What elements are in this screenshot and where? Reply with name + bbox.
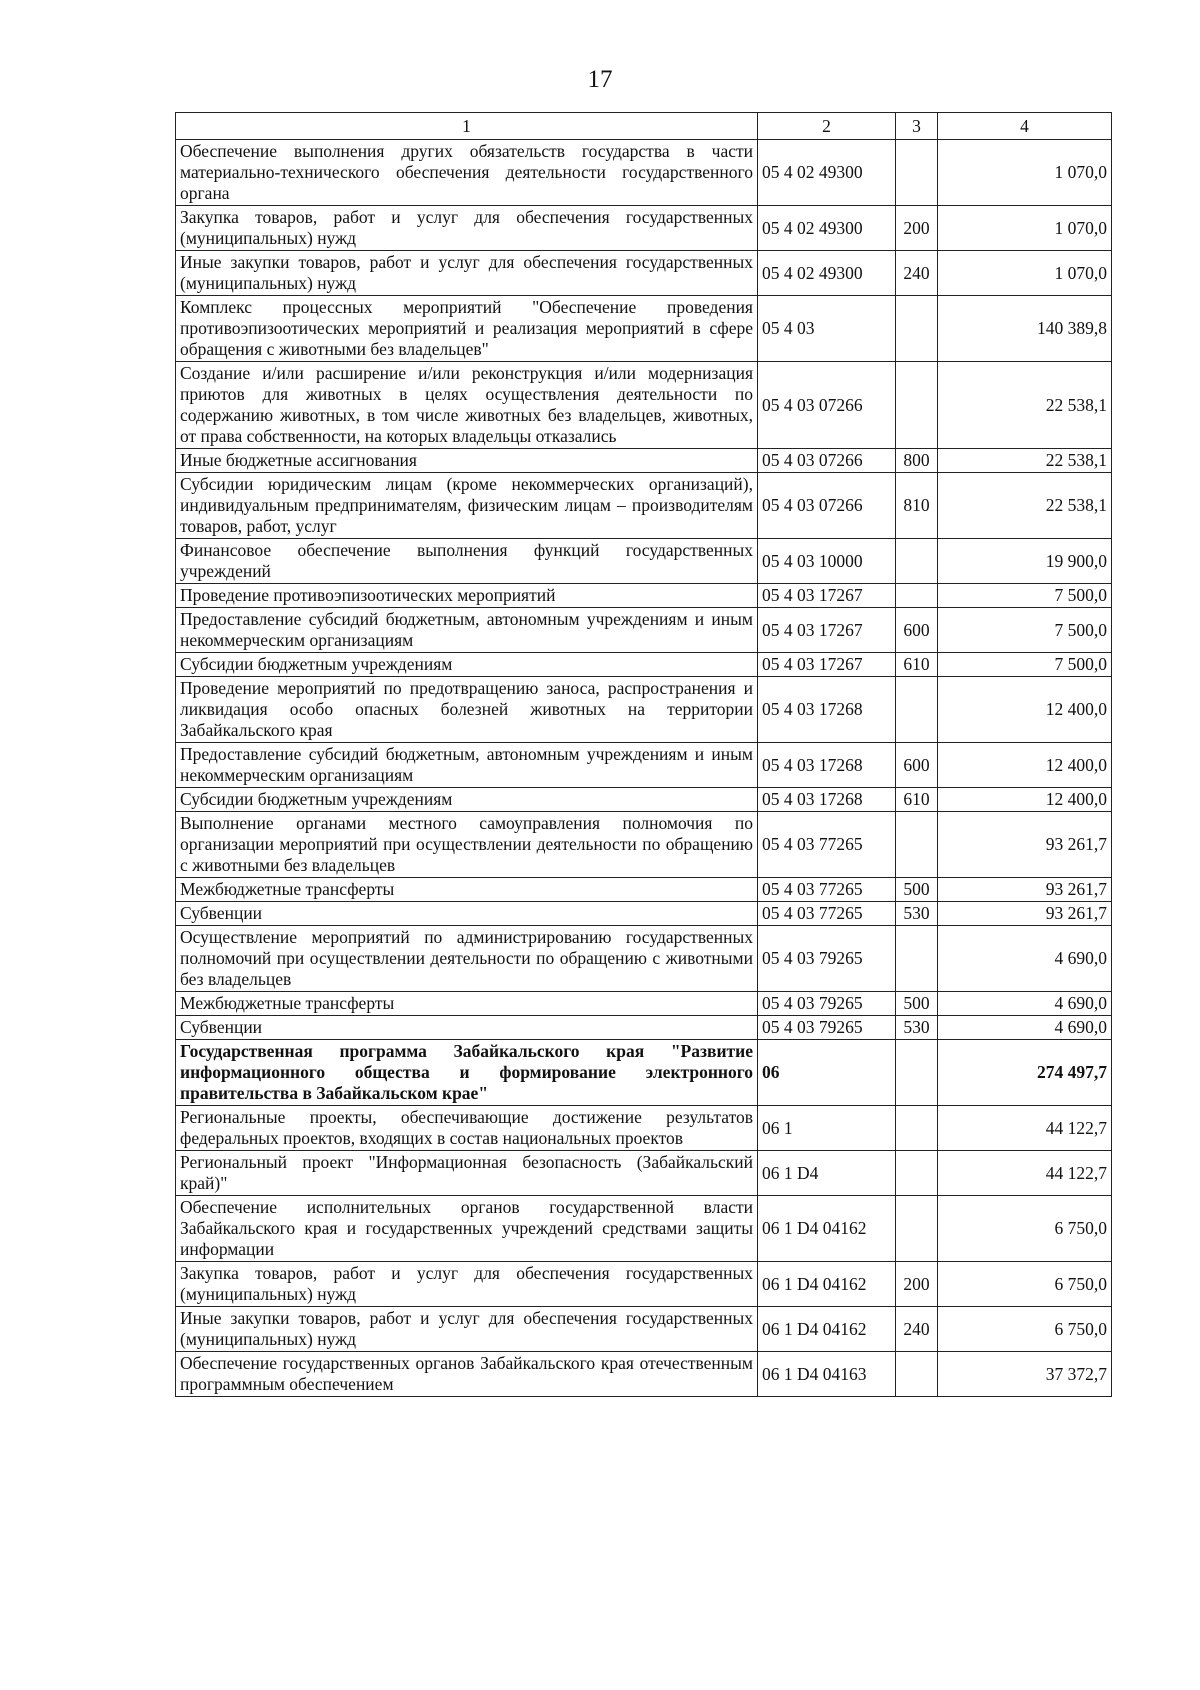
row-code: 05 4 03 77265: [758, 878, 896, 902]
row-expense-type: [896, 1196, 938, 1262]
table-row: [176, 1040, 1112, 1106]
row-expense-type: 240: [896, 1307, 938, 1352]
row-expense-type: 240: [896, 251, 938, 296]
row-code: 05 4 03 77265: [758, 812, 896, 878]
row-expense-type: [896, 1352, 938, 1397]
row-code: 05 4 03 17268: [758, 677, 896, 743]
row-expense-type: [896, 296, 938, 362]
row-name: Проведение противоэпизоотических мероприятий: [176, 584, 758, 608]
row-amount: 22 538,1: [938, 473, 1112, 539]
row-amount: 6 750,0: [938, 1196, 1112, 1262]
row-expense-type: 610: [896, 653, 938, 677]
table-row: [176, 653, 1112, 677]
row-amount: 44 122,7: [938, 1106, 1112, 1151]
table-row: [176, 743, 1112, 788]
row-expense-type: [896, 1151, 938, 1196]
row-amount: 4 690,0: [938, 1016, 1112, 1040]
row-name: Закупка товаров, работ и услуг для обеспечения государственных (муниципальных) нужд: [176, 1262, 758, 1307]
table-row: [176, 608, 1112, 653]
row-amount: 44 122,7: [938, 1151, 1112, 1196]
row-expense-type: [896, 140, 938, 206]
table-row: [176, 1307, 1112, 1352]
row-code: 06 1 D4 04163: [758, 1352, 896, 1397]
row-name: Создание и/или расширение и/или реконструкция и/или модернизация приютов для животных в целях осуществления деятельности по содержанию животных, в том числе животных без владельцев, животных, от права собственности, на которых владельцы отказались: [176, 362, 758, 449]
table-row: [176, 1262, 1112, 1307]
row-amount: 1 070,0: [938, 206, 1112, 251]
row-code: 05 4 03 10000: [758, 539, 896, 584]
budget-table: [175, 112, 1112, 1397]
row-code: 05 4 03 17267: [758, 653, 896, 677]
row-name: Субсидии бюджетным учреждениям: [176, 788, 758, 812]
header-cell-3: 3: [896, 113, 938, 140]
row-expense-type: 530: [896, 1016, 938, 1040]
row-name: Государственная программа Забайкальского края "Развитие информационного общества и формирование электронного правительства в Забайкальском крае": [176, 1040, 758, 1106]
row-expense-type: 200: [896, 1262, 938, 1307]
table-row: [176, 1106, 1112, 1151]
header-cell-2: 2: [758, 113, 896, 140]
row-name: Обеспечение исполнительных органов государственной власти Забайкальского края и государственных учреждений средствами защиты информации: [176, 1196, 758, 1262]
row-code: 06 1 D4 04162: [758, 1262, 896, 1307]
table-row: [176, 473, 1112, 539]
row-code: 05 4 03 07266: [758, 449, 896, 473]
row-name: Обеспечение выполнения других обязательств государства в части материально-технического обеспечения деятельности государственного органа: [176, 140, 758, 206]
table-row: [176, 878, 1112, 902]
row-code: 05 4 03 07266: [758, 362, 896, 449]
table-row: [176, 812, 1112, 878]
row-amount: 22 538,1: [938, 449, 1112, 473]
row-amount: 274 497,7: [938, 1040, 1112, 1106]
row-code: 05 4 03 77265: [758, 902, 896, 926]
table-row: [176, 788, 1112, 812]
table-row: [176, 1196, 1112, 1262]
row-amount: 12 400,0: [938, 788, 1112, 812]
row-code: 06 1 D4 04162: [758, 1307, 896, 1352]
row-name: Межбюджетные трансферты: [176, 992, 758, 1016]
row-amount: 7 500,0: [938, 608, 1112, 653]
header-cell-4: 4: [938, 113, 1112, 140]
table-row: [176, 140, 1112, 206]
table-row: [176, 902, 1112, 926]
row-expense-type: [896, 539, 938, 584]
row-name: Проведение мероприятий по предотвращению заноса, распространения и ликвидация особо опасных болезней животных на территории Забайкальского края: [176, 677, 758, 743]
row-expense-type: 530: [896, 902, 938, 926]
row-expense-type: [896, 677, 938, 743]
row-name: Региональные проекты, обеспечивающие достижение результатов федеральных проектов, входящих в состав национальных проектов: [176, 1106, 758, 1151]
table-row: [176, 206, 1112, 251]
table-row: [176, 677, 1112, 743]
row-name: Региональный проект "Информационная безопасность (Забайкальский край)": [176, 1151, 758, 1196]
row-amount: 7 500,0: [938, 584, 1112, 608]
row-amount: 7 500,0: [938, 653, 1112, 677]
row-amount: 19 900,0: [938, 539, 1112, 584]
row-amount: 22 538,1: [938, 362, 1112, 449]
row-code: 05 4 03 17267: [758, 584, 896, 608]
row-name: Субвенции: [176, 1016, 758, 1040]
table-row: [176, 539, 1112, 584]
row-amount: 4 690,0: [938, 992, 1112, 1016]
row-name: Осуществление мероприятий по администрированию государственных полномочий при осуществлении деятельности по обращению с животными без владельцев: [176, 926, 758, 992]
row-expense-type: [896, 1106, 938, 1151]
row-expense-type: 500: [896, 992, 938, 1016]
row-expense-type: 810: [896, 473, 938, 539]
row-name: Закупка товаров, работ и услуг для обеспечения государственных (муниципальных) нужд: [176, 206, 758, 251]
row-amount: 93 261,7: [938, 878, 1112, 902]
row-name: Субсидии бюджетным учреждениям: [176, 653, 758, 677]
row-amount: 12 400,0: [938, 743, 1112, 788]
row-name: Иные бюджетные ассигнования: [176, 449, 758, 473]
row-name: Предоставление субсидий бюджетным, автономным учреждениям и иным некоммерческим организациям: [176, 743, 758, 788]
row-name: Субвенции: [176, 902, 758, 926]
table-row: [176, 992, 1112, 1016]
row-code: 06 1 D4: [758, 1151, 896, 1196]
row-name: Межбюджетные трансферты: [176, 878, 758, 902]
row-name: Комплекс процессных мероприятий "Обеспечение проведения противоэпизоотических мероприятий и реализация мероприятий в сфере обращения с животными без владельцев": [176, 296, 758, 362]
row-amount: 1 070,0: [938, 251, 1112, 296]
row-code: 05 4 03 17268: [758, 743, 896, 788]
row-amount: 140 389,8: [938, 296, 1112, 362]
table-row: [176, 449, 1112, 473]
row-amount: 6 750,0: [938, 1307, 1112, 1352]
row-amount: 1 070,0: [938, 140, 1112, 206]
row-amount: 93 261,7: [938, 812, 1112, 878]
table-row: [176, 584, 1112, 608]
row-amount: 12 400,0: [938, 677, 1112, 743]
row-code: 05 4 02 49300: [758, 251, 896, 296]
table-row: [176, 926, 1112, 992]
header-cell-1: 1: [176, 113, 758, 140]
table-row: [176, 362, 1112, 449]
page-number: 17: [587, 66, 613, 93]
row-code: 05 4 03 79265: [758, 926, 896, 992]
table-row: [176, 1016, 1112, 1040]
row-expense-type: 200: [896, 206, 938, 251]
row-expense-type: 610: [896, 788, 938, 812]
row-code: 05 4 03 79265: [758, 1016, 896, 1040]
row-name: Иные закупки товаров, работ и услуг для обеспечения государственных (муниципальных) нужд: [176, 251, 758, 296]
row-name: Иные закупки товаров, работ и услуг для обеспечения государственных (муниципальных) нужд: [176, 1307, 758, 1352]
row-amount: 93 261,7: [938, 902, 1112, 926]
row-code: 06: [758, 1040, 896, 1106]
row-expense-type: 800: [896, 449, 938, 473]
row-expense-type: [896, 362, 938, 449]
table-row: [176, 251, 1112, 296]
table-row: [176, 1151, 1112, 1196]
row-code: 05 4 03 17268: [758, 788, 896, 812]
row-code: 05 4 03 17267: [758, 608, 896, 653]
row-amount: 37 372,7: [938, 1352, 1112, 1397]
table-body: [176, 140, 1112, 1397]
row-expense-type: [896, 812, 938, 878]
table-row: [176, 1352, 1112, 1397]
row-expense-type: [896, 1040, 938, 1106]
row-code: 05 4 03: [758, 296, 896, 362]
row-expense-type: 600: [896, 743, 938, 788]
row-expense-type: [896, 584, 938, 608]
row-name: Выполнение органами местного самоуправления полномочия по организации мероприятий при осуществлении деятельности по обращению с животными без владельцев: [176, 812, 758, 878]
row-amount: 6 750,0: [938, 1262, 1112, 1307]
table-row: [176, 296, 1112, 362]
row-expense-type: [896, 926, 938, 992]
row-expense-type: 500: [896, 878, 938, 902]
header-row: [176, 113, 1112, 140]
row-expense-type: 600: [896, 608, 938, 653]
row-code: 05 4 03 79265: [758, 992, 896, 1016]
row-name: Финансовое обеспечение выполнения функций государственных учреждений: [176, 539, 758, 584]
row-code: 06 1: [758, 1106, 896, 1151]
row-name: Субсидии юридическим лицам (кроме некоммерческих организаций), индивидуальным предпринимателям, физическим лицам – производителям товаров, работ, услуг: [176, 473, 758, 539]
row-code: 05 4 02 49300: [758, 140, 896, 206]
row-code: 05 4 03 07266: [758, 473, 896, 539]
row-name: Обеспечение государственных органов Забайкальского края отечественным программным обеспечением: [176, 1352, 758, 1397]
row-name: Предоставление субсидий бюджетным, автономным учреждениям и иным некоммерческим организациям: [176, 608, 758, 653]
row-code: 05 4 02 49300: [758, 206, 896, 251]
row-amount: 4 690,0: [938, 926, 1112, 992]
row-code: 06 1 D4 04162: [758, 1196, 896, 1262]
